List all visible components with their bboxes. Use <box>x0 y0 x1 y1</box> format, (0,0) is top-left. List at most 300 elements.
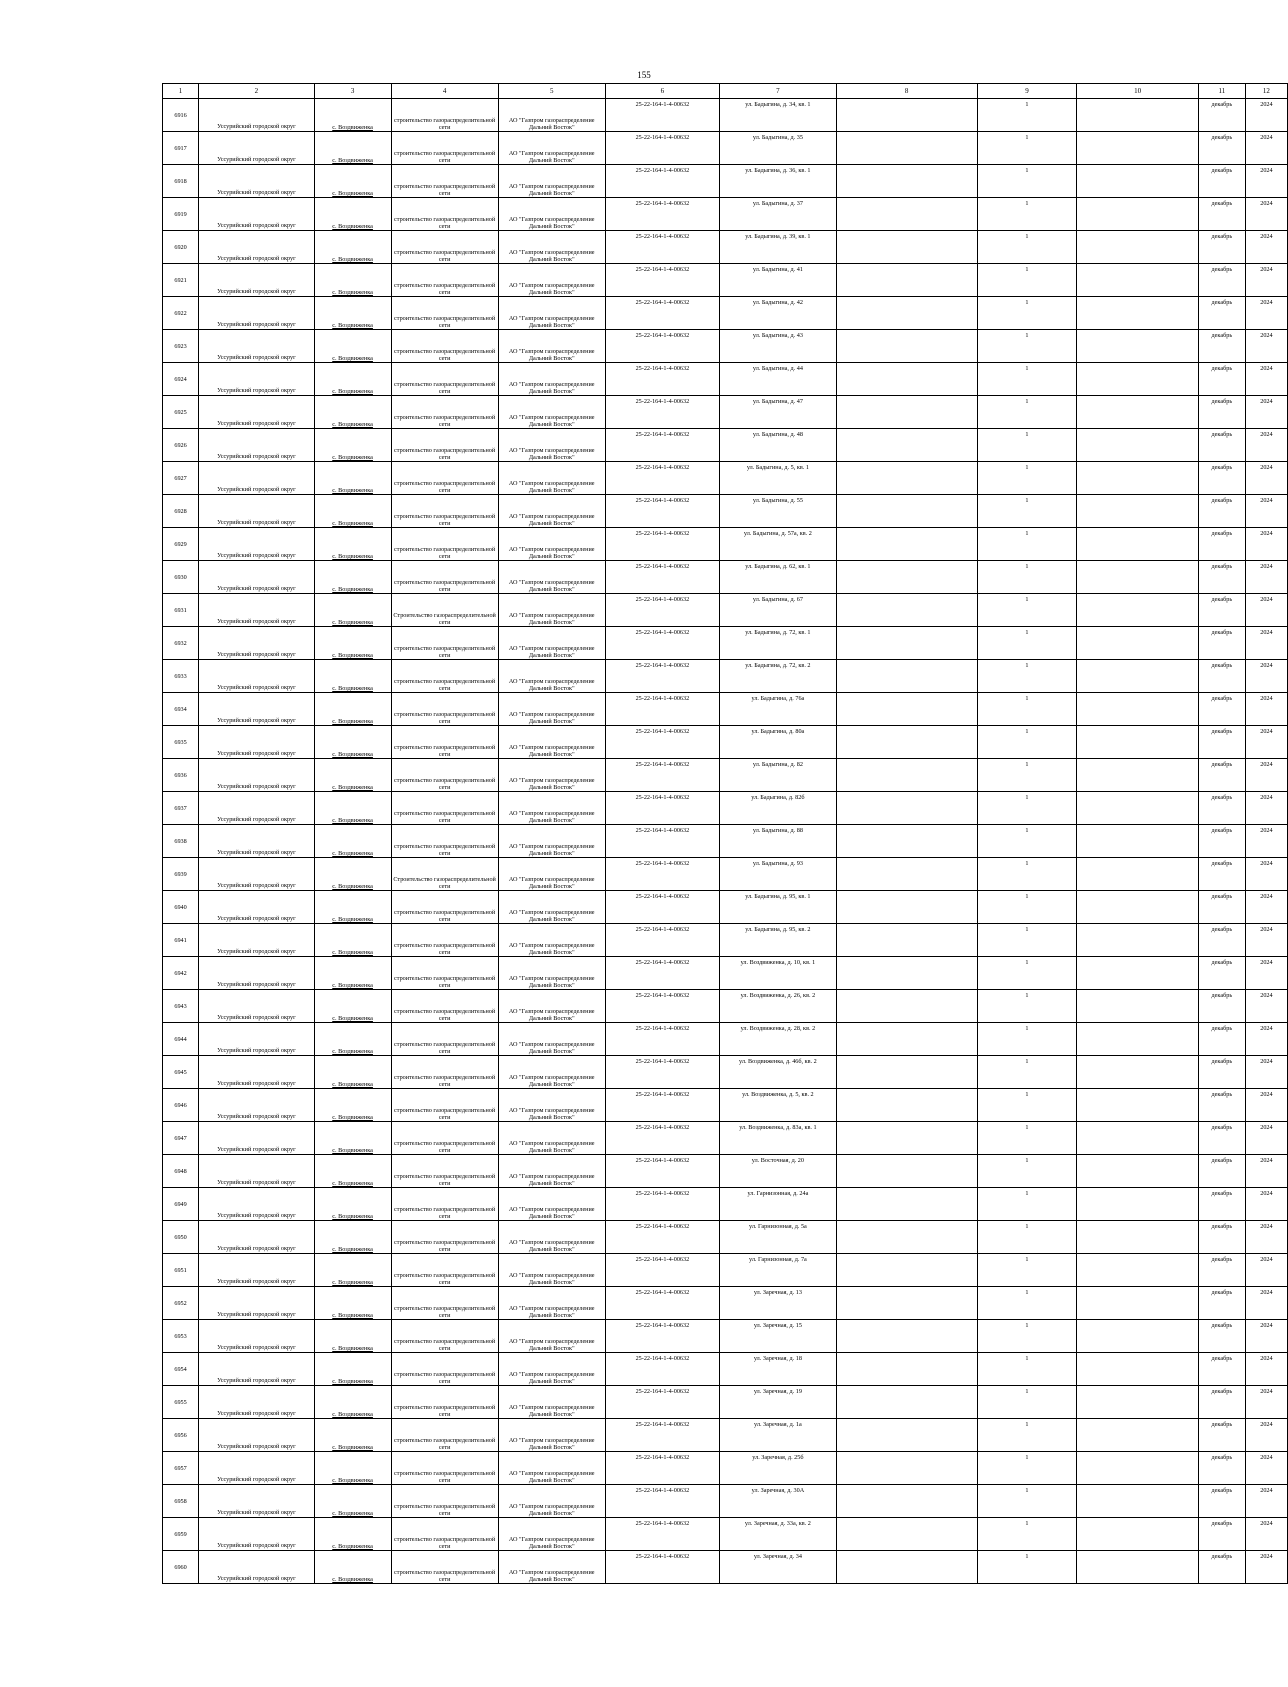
row-number-cell: 6950 <box>163 1221 199 1254</box>
settlement-cell: с. Воздвиженка <box>314 825 391 858</box>
work-type-cell: Строительство газораспределительной сети <box>391 858 498 891</box>
column-8-cell <box>836 264 977 297</box>
column-10-cell <box>1077 297 1199 330</box>
settlement-cell: с. Воздвиженка <box>314 1056 391 1089</box>
work-type-cell: строительство газораспределительной сети <box>391 363 498 396</box>
column-10-cell <box>1077 627 1199 660</box>
quantity-cell: 1 <box>977 165 1077 198</box>
year-cell: 2024 <box>1245 627 1287 660</box>
column-header: 1 <box>163 84 199 99</box>
district-cell: Уссурийский городской округ <box>199 1386 315 1419</box>
work-type-cell: строительство газораспределительной сети <box>391 1353 498 1386</box>
column-8-cell <box>836 132 977 165</box>
column-header: 6 <box>605 84 719 99</box>
month-cell: декабрь <box>1198 297 1245 330</box>
year-cell: 2024 <box>1245 858 1287 891</box>
address-cell: ул. Бадыгина, д. 76а <box>720 693 837 726</box>
column-10-cell <box>1077 495 1199 528</box>
column-10-cell <box>1077 1518 1199 1551</box>
quantity-cell: 1 <box>977 330 1077 363</box>
quantity-cell: 1 <box>977 495 1077 528</box>
table-row <box>163 1122 1288 1155</box>
year-cell: 2024 <box>1245 1221 1287 1254</box>
row-number-cell: 6959 <box>163 1518 199 1551</box>
table-row <box>163 1221 1288 1254</box>
quantity-cell: 1 <box>977 825 1077 858</box>
year-cell: 2024 <box>1245 462 1287 495</box>
district-cell: Уссурийский городской округ <box>199 759 315 792</box>
table-row <box>163 660 1288 693</box>
district-cell: Уссурийский городской округ <box>199 1155 315 1188</box>
district-cell: Уссурийский городской округ <box>199 561 315 594</box>
district-cell: Уссурийский городской округ <box>199 825 315 858</box>
row-number-cell: 6922 <box>163 297 199 330</box>
column-8-cell <box>836 1254 977 1287</box>
work-type-cell: строительство газораспределительной сети <box>391 462 498 495</box>
year-cell: 2024 <box>1245 429 1287 462</box>
registry-code-cell: 25-22-164-1-4-00632 <box>605 990 719 1023</box>
month-cell: декабрь <box>1198 561 1245 594</box>
month-cell: декабрь <box>1198 990 1245 1023</box>
registry-code-cell: 25-22-164-1-4-00632 <box>605 627 719 660</box>
table-row <box>163 297 1288 330</box>
organization-cell: АО "Газпром газораспределение Дальний Восток" <box>498 1155 605 1188</box>
organization-cell: АО "Газпром газораспределение Дальний Восток" <box>498 528 605 561</box>
column-10-cell <box>1077 759 1199 792</box>
year-cell: 2024 <box>1245 198 1287 231</box>
organization-cell: АО "Газпром газораспределение Дальний Восток" <box>498 1287 605 1320</box>
year-cell: 2024 <box>1245 1485 1287 1518</box>
work-type-cell: строительство газораспределительной сети <box>391 132 498 165</box>
work-type-cell: строительство газораспределительной сети <box>391 1287 498 1320</box>
registry-code-cell: 25-22-164-1-4-00632 <box>605 1452 719 1485</box>
work-type-cell: строительство газораспределительной сети <box>391 330 498 363</box>
quantity-cell: 1 <box>977 462 1077 495</box>
settlement-cell: с. Воздвиженка <box>314 594 391 627</box>
work-type-cell: строительство газораспределительной сети <box>391 957 498 990</box>
row-number-cell: 6946 <box>163 1089 199 1122</box>
year-cell: 2024 <box>1245 1419 1287 1452</box>
registry-code-cell: 25-22-164-1-4-00632 <box>605 132 719 165</box>
quantity-cell: 1 <box>977 693 1077 726</box>
row-number-cell: 6928 <box>163 495 199 528</box>
work-type-cell: строительство газораспределительной сети <box>391 1551 498 1584</box>
column-10-cell <box>1077 1419 1199 1452</box>
year-cell: 2024 <box>1245 396 1287 429</box>
organization-cell: АО "Газпром газораспределение Дальний Восток" <box>498 1485 605 1518</box>
registry-code-cell: 25-22-164-1-4-00632 <box>605 1155 719 1188</box>
column-number-header-row <box>163 84 1288 99</box>
month-cell: декабрь <box>1198 1188 1245 1221</box>
organization-cell: АО "Газпром газораспределение Дальний Восток" <box>498 1089 605 1122</box>
column-8-cell <box>836 99 977 132</box>
column-8-cell <box>836 1551 977 1584</box>
district-cell: Уссурийский городской округ <box>199 528 315 561</box>
registry-code-cell: 25-22-164-1-4-00632 <box>605 825 719 858</box>
organization-cell: АО "Газпром газораспределение Дальний Восток" <box>498 495 605 528</box>
column-8-cell <box>836 462 977 495</box>
work-type-cell: строительство газораспределительной сети <box>391 1089 498 1122</box>
organization-cell: АО "Газпром газораспределение Дальний Восток" <box>498 462 605 495</box>
month-cell: декабрь <box>1198 693 1245 726</box>
row-number-cell: 6937 <box>163 792 199 825</box>
month-cell: декабрь <box>1198 165 1245 198</box>
month-cell: декабрь <box>1198 1386 1245 1419</box>
table-row <box>163 1023 1288 1056</box>
district-cell: Уссурийский городской округ <box>199 660 315 693</box>
organization-cell: АО "Газпром газораспределение Дальний Восток" <box>498 660 605 693</box>
registry-code-cell: 25-22-164-1-4-00632 <box>605 1254 719 1287</box>
row-number-cell: 6938 <box>163 825 199 858</box>
district-cell: Уссурийский городской округ <box>199 99 315 132</box>
column-8-cell <box>836 1518 977 1551</box>
page-number: 155 <box>637 70 651 80</box>
column-10-cell <box>1077 1452 1199 1485</box>
column-10-cell <box>1077 528 1199 561</box>
work-type-cell: строительство газораспределительной сети <box>391 627 498 660</box>
work-type-cell: строительство газораспределительной сети <box>391 891 498 924</box>
column-10-cell <box>1077 1254 1199 1287</box>
row-number-cell: 6917 <box>163 132 199 165</box>
month-cell: декабрь <box>1198 1320 1245 1353</box>
address-cell: ул. Воздвиженка, д. 46б, кв. 2 <box>720 1056 837 1089</box>
table-row <box>163 693 1288 726</box>
registry-code-cell: 25-22-164-1-4-00632 <box>605 726 719 759</box>
row-number-cell: 6924 <box>163 363 199 396</box>
column-10-cell <box>1077 1023 1199 1056</box>
quantity-cell: 1 <box>977 297 1077 330</box>
address-cell: ул. Заречная, д. 30А <box>720 1485 837 1518</box>
district-cell: Уссурийский городской округ <box>199 594 315 627</box>
settlement-cell: с. Воздвиженка <box>314 1023 391 1056</box>
quantity-cell: 1 <box>977 627 1077 660</box>
row-number-cell: 6921 <box>163 264 199 297</box>
row-number-cell: 6960 <box>163 1551 199 1584</box>
settlement-cell: с. Воздвиженка <box>314 627 391 660</box>
settlement-cell: с. Воздвиженка <box>314 99 391 132</box>
quantity-cell: 1 <box>977 1089 1077 1122</box>
quantity-cell: 1 <box>977 1122 1077 1155</box>
registry-code-cell: 25-22-164-1-4-00632 <box>605 957 719 990</box>
organization-cell: АО "Газпром газораспределение Дальний Восток" <box>498 1518 605 1551</box>
registry-code-cell: 25-22-164-1-4-00632 <box>605 99 719 132</box>
settlement-cell: с. Воздвиженка <box>314 759 391 792</box>
column-header: 9 <box>977 84 1077 99</box>
quantity-cell: 1 <box>977 429 1077 462</box>
settlement-cell: с. Воздвиженка <box>314 1386 391 1419</box>
month-cell: декабрь <box>1198 429 1245 462</box>
district-cell: Уссурийский городской округ <box>199 429 315 462</box>
settlement-cell: с. Воздвиженка <box>314 1188 391 1221</box>
table-row <box>163 1485 1288 1518</box>
column-8-cell <box>836 198 977 231</box>
registry-code-cell: 25-22-164-1-4-00632 <box>605 1419 719 1452</box>
district-cell: Уссурийский городской округ <box>199 924 315 957</box>
settlement-cell: с. Воздвиженка <box>314 1419 391 1452</box>
month-cell: декабрь <box>1198 330 1245 363</box>
registry-code-cell: 25-22-164-1-4-00632 <box>605 1386 719 1419</box>
table-row <box>163 528 1288 561</box>
row-number-cell: 6948 <box>163 1155 199 1188</box>
organization-cell: АО "Газпром газораспределение Дальний Восток" <box>498 396 605 429</box>
district-cell: Уссурийский городской округ <box>199 1353 315 1386</box>
district-cell: Уссурийский городской округ <box>199 330 315 363</box>
row-number-cell: 6926 <box>163 429 199 462</box>
address-cell: ул. Бадыгина, д. 43 <box>720 330 837 363</box>
year-cell: 2024 <box>1245 264 1287 297</box>
registry-code-cell: 25-22-164-1-4-00632 <box>605 495 719 528</box>
row-number-cell: 6949 <box>163 1188 199 1221</box>
settlement-cell: с. Воздвиженка <box>314 330 391 363</box>
address-cell: ул. Бадыгина, д. 41 <box>720 264 837 297</box>
quantity-cell: 1 <box>977 1155 1077 1188</box>
address-cell: ул. Бадыгина, д. 48 <box>720 429 837 462</box>
organization-cell: АО "Газпром газораспределение Дальний Восток" <box>498 1320 605 1353</box>
registry-code-cell: 25-22-164-1-4-00632 <box>605 528 719 561</box>
table-row <box>163 1089 1288 1122</box>
settlement-cell: с. Воздвиженка <box>314 891 391 924</box>
work-type-cell: строительство газораспределительной сети <box>391 1122 498 1155</box>
address-cell: ул. Воздвиженка, д. 26, кв. 2 <box>720 990 837 1023</box>
year-cell: 2024 <box>1245 1122 1287 1155</box>
year-cell: 2024 <box>1245 363 1287 396</box>
registry-code-cell: 25-22-164-1-4-00632 <box>605 264 719 297</box>
table-row <box>163 858 1288 891</box>
work-type-cell: строительство газораспределительной сети <box>391 1155 498 1188</box>
work-type-cell: строительство газораспределительной сети <box>391 99 498 132</box>
table-row <box>163 198 1288 231</box>
district-cell: Уссурийский городской округ <box>199 957 315 990</box>
row-number-cell: 6956 <box>163 1419 199 1452</box>
registry-code-cell: 25-22-164-1-4-00632 <box>605 759 719 792</box>
table-row <box>163 231 1288 264</box>
table-row <box>163 1320 1288 1353</box>
table-row <box>163 99 1288 132</box>
month-cell: декабрь <box>1198 891 1245 924</box>
address-cell: ул. Бадыгина, д. 80а <box>720 726 837 759</box>
month-cell: декабрь <box>1198 1254 1245 1287</box>
table-row <box>163 1518 1288 1551</box>
month-cell: декабрь <box>1198 1122 1245 1155</box>
column-8-cell <box>836 825 977 858</box>
address-cell: ул. Воздвиженка, д. 10, кв. 1 <box>720 957 837 990</box>
column-header: 8 <box>836 84 977 99</box>
year-cell: 2024 <box>1245 330 1287 363</box>
organization-cell: АО "Газпром газораспределение Дальний Восток" <box>498 1419 605 1452</box>
quantity-cell: 1 <box>977 726 1077 759</box>
organization-cell: АО "Газпром газораспределение Дальний Восток" <box>498 1551 605 1584</box>
organization-cell: АО "Газпром газораспределение Дальний Восток" <box>498 561 605 594</box>
table-row <box>163 561 1288 594</box>
settlement-cell: с. Воздвиженка <box>314 1518 391 1551</box>
month-cell: декабрь <box>1198 1452 1245 1485</box>
column-8-cell <box>836 1023 977 1056</box>
column-header: 12 <box>1245 84 1287 99</box>
quantity-cell: 1 <box>977 858 1077 891</box>
column-8-cell <box>836 726 977 759</box>
work-type-cell: строительство газораспределительной сети <box>391 1056 498 1089</box>
settlement-cell: с. Воздвиженка <box>314 495 391 528</box>
column-8-cell <box>836 1419 977 1452</box>
address-cell: ул. Бадыгина, д. 67 <box>720 594 837 627</box>
row-number-cell: 6930 <box>163 561 199 594</box>
table-row <box>163 1155 1288 1188</box>
year-cell: 2024 <box>1245 1254 1287 1287</box>
work-type-cell: строительство газораспределительной сети <box>391 693 498 726</box>
district-cell: Уссурийский городской округ <box>199 1518 315 1551</box>
month-cell: декабрь <box>1198 231 1245 264</box>
address-cell: ул. Восточная, д. 20 <box>720 1155 837 1188</box>
month-cell: декабрь <box>1198 726 1245 759</box>
organization-cell: АО "Газпром газораспределение Дальний Восток" <box>498 1188 605 1221</box>
registry-code-cell: 25-22-164-1-4-00632 <box>605 231 719 264</box>
quantity-cell: 1 <box>977 957 1077 990</box>
column-header: 7 <box>720 84 837 99</box>
settlement-cell: с. Воздвиженка <box>314 297 391 330</box>
settlement-cell: с. Воздвиженка <box>314 1287 391 1320</box>
row-number-cell: 6954 <box>163 1353 199 1386</box>
district-cell: Уссурийский городской округ <box>199 1419 315 1452</box>
district-cell: Уссурийский городской округ <box>199 1452 315 1485</box>
district-cell: Уссурийский городской округ <box>199 990 315 1023</box>
work-type-cell: Строительство газораспределительной сети <box>391 594 498 627</box>
month-cell: декабрь <box>1198 264 1245 297</box>
registry-code-cell: 25-22-164-1-4-00632 <box>605 363 719 396</box>
settlement-cell: с. Воздвиженка <box>314 792 391 825</box>
organization-cell: АО "Газпром газораспределение Дальний Восток" <box>498 1221 605 1254</box>
quantity-cell: 1 <box>977 1353 1077 1386</box>
row-number-cell: 6927 <box>163 462 199 495</box>
year-cell: 2024 <box>1245 660 1287 693</box>
work-type-cell: строительство газораспределительной сети <box>391 165 498 198</box>
row-number-cell: 6939 <box>163 858 199 891</box>
month-cell: декабрь <box>1198 198 1245 231</box>
organization-cell: АО "Газпром газораспределение Дальний Восток" <box>498 891 605 924</box>
column-8-cell <box>836 957 977 990</box>
settlement-cell: с. Воздвиженка <box>314 957 391 990</box>
column-10-cell <box>1077 1089 1199 1122</box>
organization-cell: АО "Газпром газораспределение Дальний Восток" <box>498 726 605 759</box>
quantity-cell: 1 <box>977 1518 1077 1551</box>
settlement-cell: с. Воздвиженка <box>314 132 391 165</box>
year-cell: 2024 <box>1245 1155 1287 1188</box>
district-cell: Уссурийский городской округ <box>199 1056 315 1089</box>
year-cell: 2024 <box>1245 1287 1287 1320</box>
year-cell: 2024 <box>1245 1089 1287 1122</box>
month-cell: декабрь <box>1198 1023 1245 1056</box>
column-8-cell <box>836 594 977 627</box>
column-10-cell <box>1077 363 1199 396</box>
registry-code-cell: 25-22-164-1-4-00632 <box>605 1023 719 1056</box>
work-type-cell: строительство газораспределительной сети <box>391 231 498 264</box>
address-cell: ул. Бадыгина, д. 39, кв. 1 <box>720 231 837 264</box>
quantity-cell: 1 <box>977 990 1077 1023</box>
month-cell: декабрь <box>1198 1221 1245 1254</box>
registry-code-cell: 25-22-164-1-4-00632 <box>605 1122 719 1155</box>
row-number-cell: 6934 <box>163 693 199 726</box>
work-type-cell: строительство газораспределительной сети <box>391 792 498 825</box>
row-number-cell: 6925 <box>163 396 199 429</box>
district-cell: Уссурийский городской округ <box>199 297 315 330</box>
column-10-cell <box>1077 1485 1199 1518</box>
year-cell: 2024 <box>1245 132 1287 165</box>
year-cell: 2024 <box>1245 594 1287 627</box>
column-10-cell <box>1077 726 1199 759</box>
organization-cell: АО "Газпром газораспределение Дальний Восток" <box>498 330 605 363</box>
organization-cell: АО "Газпром газораспределение Дальний Восток" <box>498 1452 605 1485</box>
column-8-cell <box>836 495 977 528</box>
organization-cell: АО "Газпром газораспределение Дальний Восток" <box>498 792 605 825</box>
settlement-cell: с. Воздвиженка <box>314 1254 391 1287</box>
address-cell: ул. Бадыгина, д. 95, кв. 1 <box>720 891 837 924</box>
work-type-cell: строительство газораспределительной сети <box>391 660 498 693</box>
settlement-cell: с. Воздвиженка <box>314 1485 391 1518</box>
column-8-cell <box>836 1122 977 1155</box>
month-cell: декабрь <box>1198 1287 1245 1320</box>
column-8-cell <box>836 297 977 330</box>
row-number-cell: 6920 <box>163 231 199 264</box>
address-cell: ул. Гарнизонная, д. 5а <box>720 1221 837 1254</box>
address-cell: ул. Заречная, д. 19 <box>720 1386 837 1419</box>
year-cell: 2024 <box>1245 924 1287 957</box>
column-8-cell <box>836 990 977 1023</box>
address-cell: ул. Бадыгина, д. 44 <box>720 363 837 396</box>
work-type-cell: строительство газораспределительной сети <box>391 1023 498 1056</box>
organization-cell: АО "Газпром газораспределение Дальний Восток" <box>498 198 605 231</box>
registry-code-cell: 25-22-164-1-4-00632 <box>605 1320 719 1353</box>
organization-cell: АО "Газпром газораспределение Дальний Восток" <box>498 1386 605 1419</box>
table-row <box>163 825 1288 858</box>
registry-code-cell: 25-22-164-1-4-00632 <box>605 1056 719 1089</box>
column-10-cell <box>1077 693 1199 726</box>
quantity-cell: 1 <box>977 594 1077 627</box>
year-cell: 2024 <box>1245 1518 1287 1551</box>
month-cell: декабрь <box>1198 858 1245 891</box>
column-8-cell <box>836 1320 977 1353</box>
row-number-cell: 6943 <box>163 990 199 1023</box>
district-cell: Уссурийский городской округ <box>199 1551 315 1584</box>
year-cell: 2024 <box>1245 1452 1287 1485</box>
column-10-cell <box>1077 330 1199 363</box>
quantity-cell: 1 <box>977 231 1077 264</box>
settlement-cell: с. Воздвиженка <box>314 1551 391 1584</box>
settlement-cell: с. Воздвиженка <box>314 462 391 495</box>
month-cell: декабрь <box>1198 1485 1245 1518</box>
registry-code-cell: 25-22-164-1-4-00632 <box>605 330 719 363</box>
registry-code-cell: 25-22-164-1-4-00632 <box>605 792 719 825</box>
work-type-cell: строительство газораспределительной сети <box>391 297 498 330</box>
settlement-cell: с. Воздвиженка <box>314 429 391 462</box>
address-cell: ул. Бадыгина, д. 72, кв. 1 <box>720 627 837 660</box>
registry-code-cell: 25-22-164-1-4-00632 <box>605 924 719 957</box>
settlement-cell: с. Воздвиженка <box>314 1452 391 1485</box>
district-cell: Уссурийский городской округ <box>199 132 315 165</box>
column-8-cell <box>836 858 977 891</box>
quantity-cell: 1 <box>977 561 1077 594</box>
work-type-cell: строительство газораспределительной сети <box>391 561 498 594</box>
organization-cell: АО "Газпром газораспределение Дальний Восток" <box>498 264 605 297</box>
organization-cell: АО "Газпром газораспределение Дальний Восток" <box>498 99 605 132</box>
district-cell: Уссурийский городской округ <box>199 726 315 759</box>
year-cell: 2024 <box>1245 495 1287 528</box>
year-cell: 2024 <box>1245 792 1287 825</box>
column-10-cell <box>1077 1155 1199 1188</box>
registry-code-cell: 25-22-164-1-4-00632 <box>605 1188 719 1221</box>
row-number-cell: 6945 <box>163 1056 199 1089</box>
district-cell: Уссурийский городской округ <box>199 165 315 198</box>
month-cell: декабрь <box>1198 1056 1245 1089</box>
organization-cell: АО "Газпром газораспределение Дальний Восток" <box>498 924 605 957</box>
